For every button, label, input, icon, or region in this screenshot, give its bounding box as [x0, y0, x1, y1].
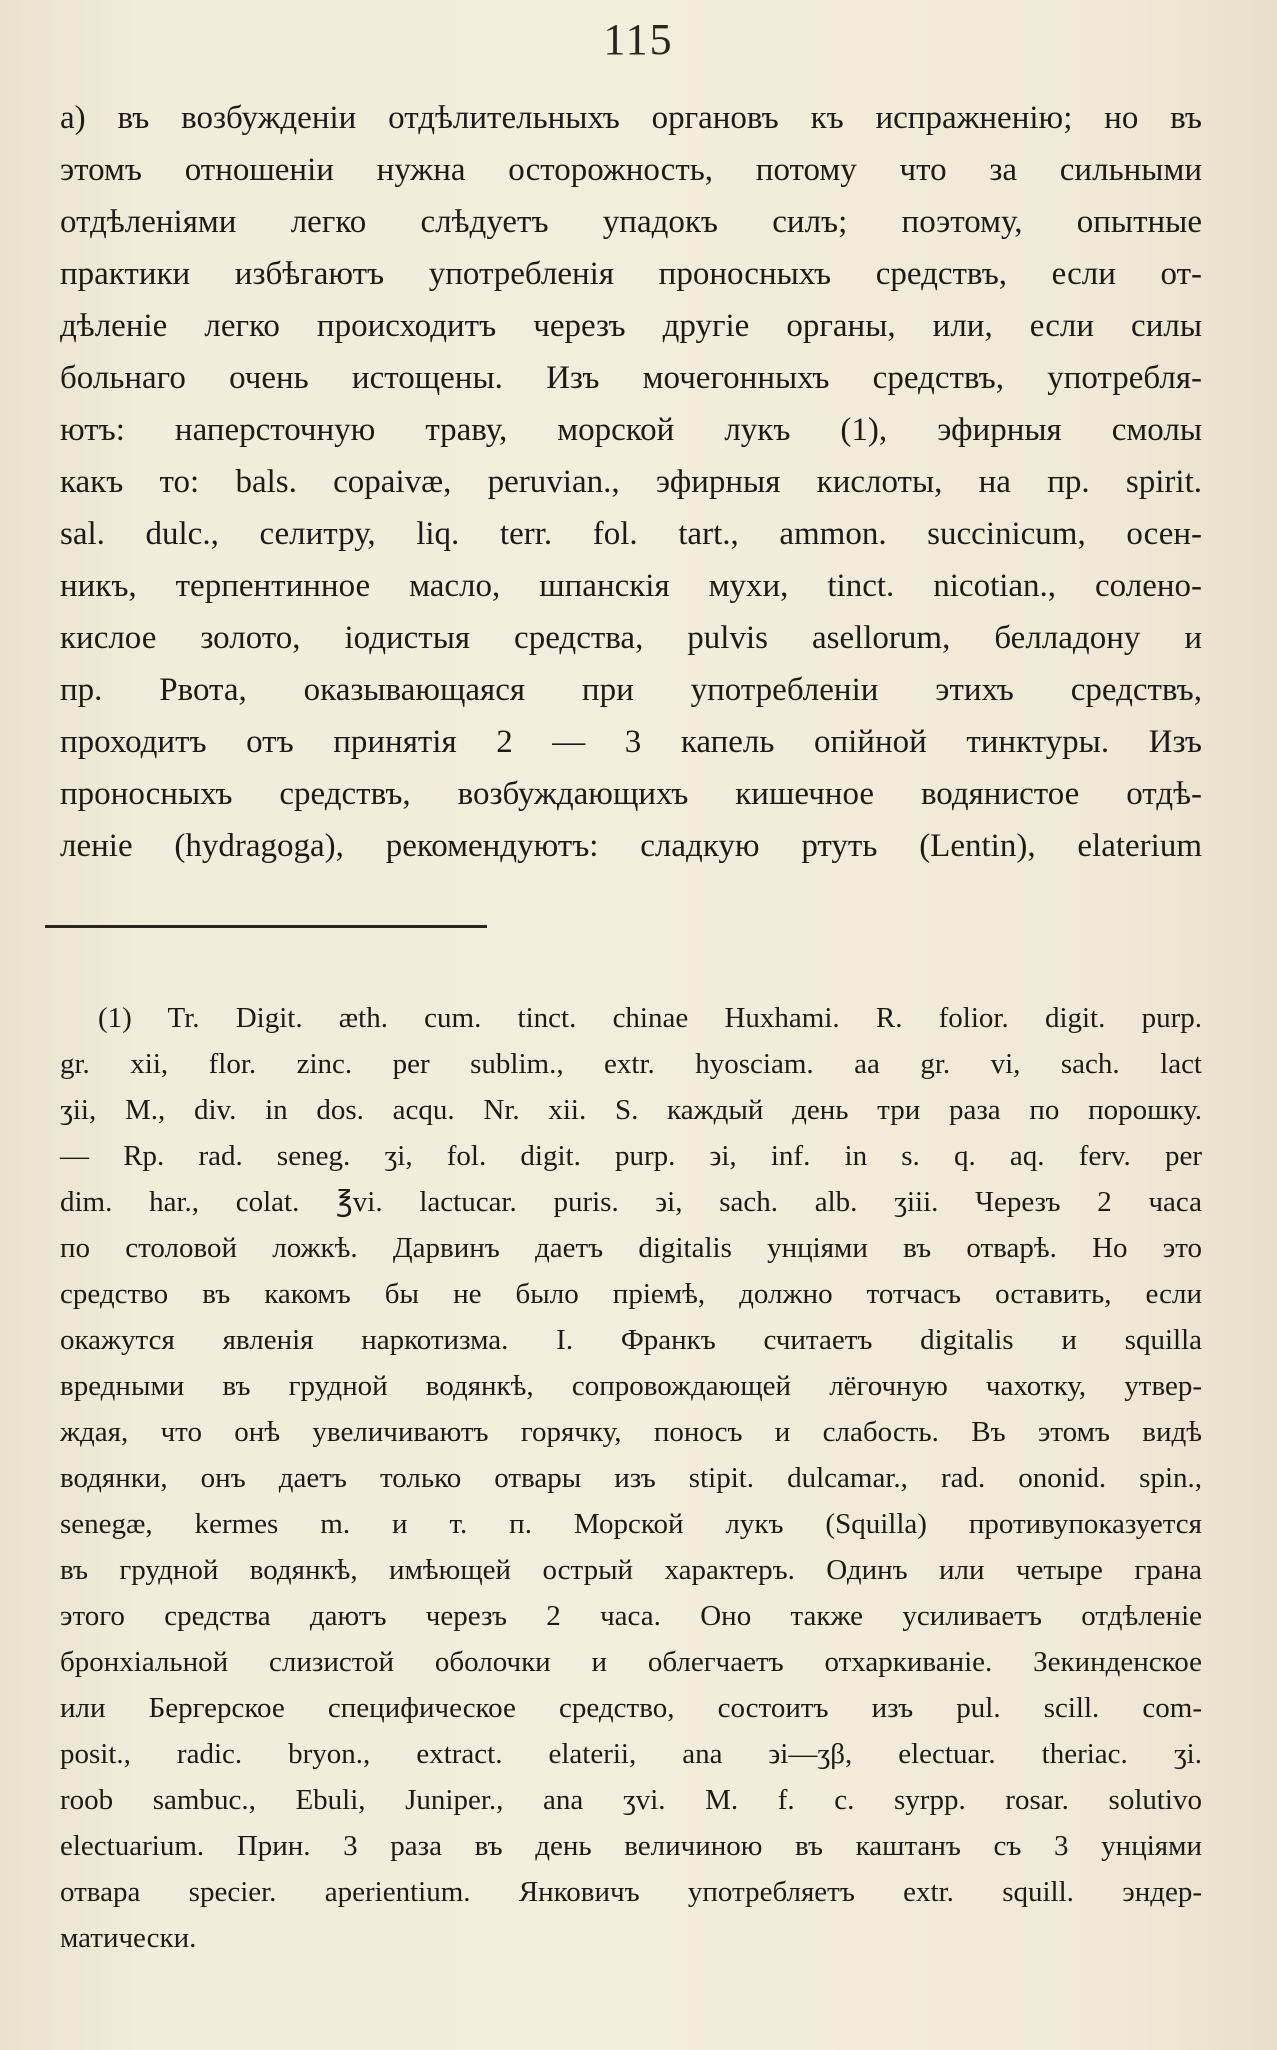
- footnote-line: окажутся явленія наркотизма. І. Франкъ считаетъ digitalis и squilla: [60, 1324, 1202, 1356]
- main-body-text: [60, 92, 1202, 872]
- body-text-line: леніе (hydragoga), рекомендуютъ: сладкую ртуть (Lentin), elaterium: [60, 828, 1202, 864]
- body-text-line: практики избѣгаютъ употребленія проносныхъ средствъ, если от-: [60, 256, 1202, 292]
- footnote-line: бронхіальной слизистой оболочки и облегчаетъ отхаркиваніе. Зекинденское: [60, 1646, 1202, 1678]
- body-text-line: кислое золото, іодистыя средства, pulvis asellorum, белладону и: [60, 620, 1202, 656]
- body-text-line: ютъ: наперсточную траву, морской лукъ (1), эфирныя смолы: [60, 412, 1202, 448]
- body-text-line: проносныхъ средствъ, возбуждающихъ кишечное водянистое отдѣ-: [60, 776, 1202, 812]
- footnote-line: отвара specier. aperientium. Янковичъ употребляетъ extr. squill. эндер-: [60, 1876, 1202, 1908]
- footnote-line: по столовой ложкѣ. Дарвинъ даетъ digitalis унціями въ отварѣ. Но это: [60, 1232, 1202, 1264]
- footnote-text: [60, 995, 1202, 1961]
- footnote-line: posit., radic. bryon., extract. elaterii, ana ϶i—ʒβ, electuar. theriac. ʒi.: [60, 1738, 1202, 1770]
- footnote-separator-rule: [45, 925, 487, 928]
- body-text-line: пр. Рвота, оказывающаяся при употребленіи этихъ средствъ,: [60, 672, 1202, 708]
- footnote-line: electuarium. Прин. 3 раза въ день величиною въ каштанъ съ 3 унціями: [60, 1830, 1202, 1862]
- footnote-line: или Бергерское специфическое средство, состоитъ изъ pul. scill. com-: [60, 1692, 1202, 1724]
- page-number: 115: [603, 15, 674, 64]
- footnote-line: ʒii, M., div. in dos. acqu. Nr. xii. S. каждый день три раза по порошку.: [60, 1094, 1202, 1126]
- footnote-line: водянки, онъ даетъ только отвары изъ stipit. dulcamar., rad. ononid. spin.,: [60, 1462, 1202, 1494]
- body-text-line: дѣленіе легко происходитъ черезъ другіе органы, или, если силы: [60, 308, 1202, 344]
- footnote-line: этого средства даютъ черезъ 2 часа. Оно также усиливаетъ отдѣленіе: [60, 1600, 1202, 1632]
- footnote-line: въ грудной водянкѣ, имѣющей острый характеръ. Одинъ или четыре грана: [60, 1554, 1202, 1586]
- body-text-line: а) въ возбужденіи отдѣлительныхъ органовъ къ испражненію; но въ: [60, 100, 1202, 136]
- footnote-line: матически.: [60, 1922, 197, 1954]
- body-text-line: больнаго очень истощены. Изъ мочегонныхъ средствъ, употребля-: [60, 360, 1202, 396]
- body-text-line: проходитъ отъ принятія 2 — 3 капель опійной тинктуры. Изъ: [60, 724, 1202, 760]
- footnote-line: — Rp. rad. seneg. ʒi, fol. digit. purp. ϶i, inf. in s. q. aq. ferv. per: [60, 1140, 1202, 1172]
- footnote-line: roob sambuc., Ebuli, Juniper., ana ʒvi. M. f. c. syrpp. rosar. solutivo: [60, 1784, 1202, 1816]
- footnote-line: ждая, что онѣ увеличиваютъ горячку, поносъ и слабость. Въ этомъ видѣ: [60, 1416, 1202, 1448]
- footnote-line: dim. har., colat. ℥vi. lactucar. puris. ϶i, sach. alb. ʒiii. Черезъ 2 часа: [60, 1186, 1202, 1218]
- body-text-line: этомъ отношеніи нужна осторожность, потому что за сильными: [60, 152, 1202, 188]
- footnote-line: (1) Tr. Digit. æth. cum. tinct. chinae Huxhami. R. folior. digit. purp.: [98, 1002, 1202, 1034]
- footnote-line: gr. xii, flor. zinc. per sublim., extr. hyosciam. aa gr. vi, sach. lact: [60, 1048, 1202, 1080]
- body-text-line: отдѣленіями легко слѣдуетъ упадокъ силъ; поэтому, опытные: [60, 204, 1202, 240]
- body-text-line: sal. dulc., селитру, liq. terr. fol. tart., ammon. succinicum, осен-: [60, 516, 1202, 552]
- footnote-line: вредными въ грудной водянкѣ, сопровождающей лёгочную чахотку, утвер-: [60, 1370, 1202, 1402]
- body-text-line: никъ, терпентинное масло, шпанскія мухи, tinct. nicotian., солено-: [60, 568, 1202, 604]
- body-text-line: какъ то: bals. copaivæ, peruvian., эфирныя кислоты, на пр. spirit.: [60, 464, 1202, 500]
- footnote-line: senegæ, kermes m. и т. п. Морской лукъ (Squilla) противупоказуется: [60, 1508, 1202, 1540]
- footnote-line: средство въ какомъ бы не было пріемѣ, должно тотчасъ оставить, если: [60, 1278, 1202, 1310]
